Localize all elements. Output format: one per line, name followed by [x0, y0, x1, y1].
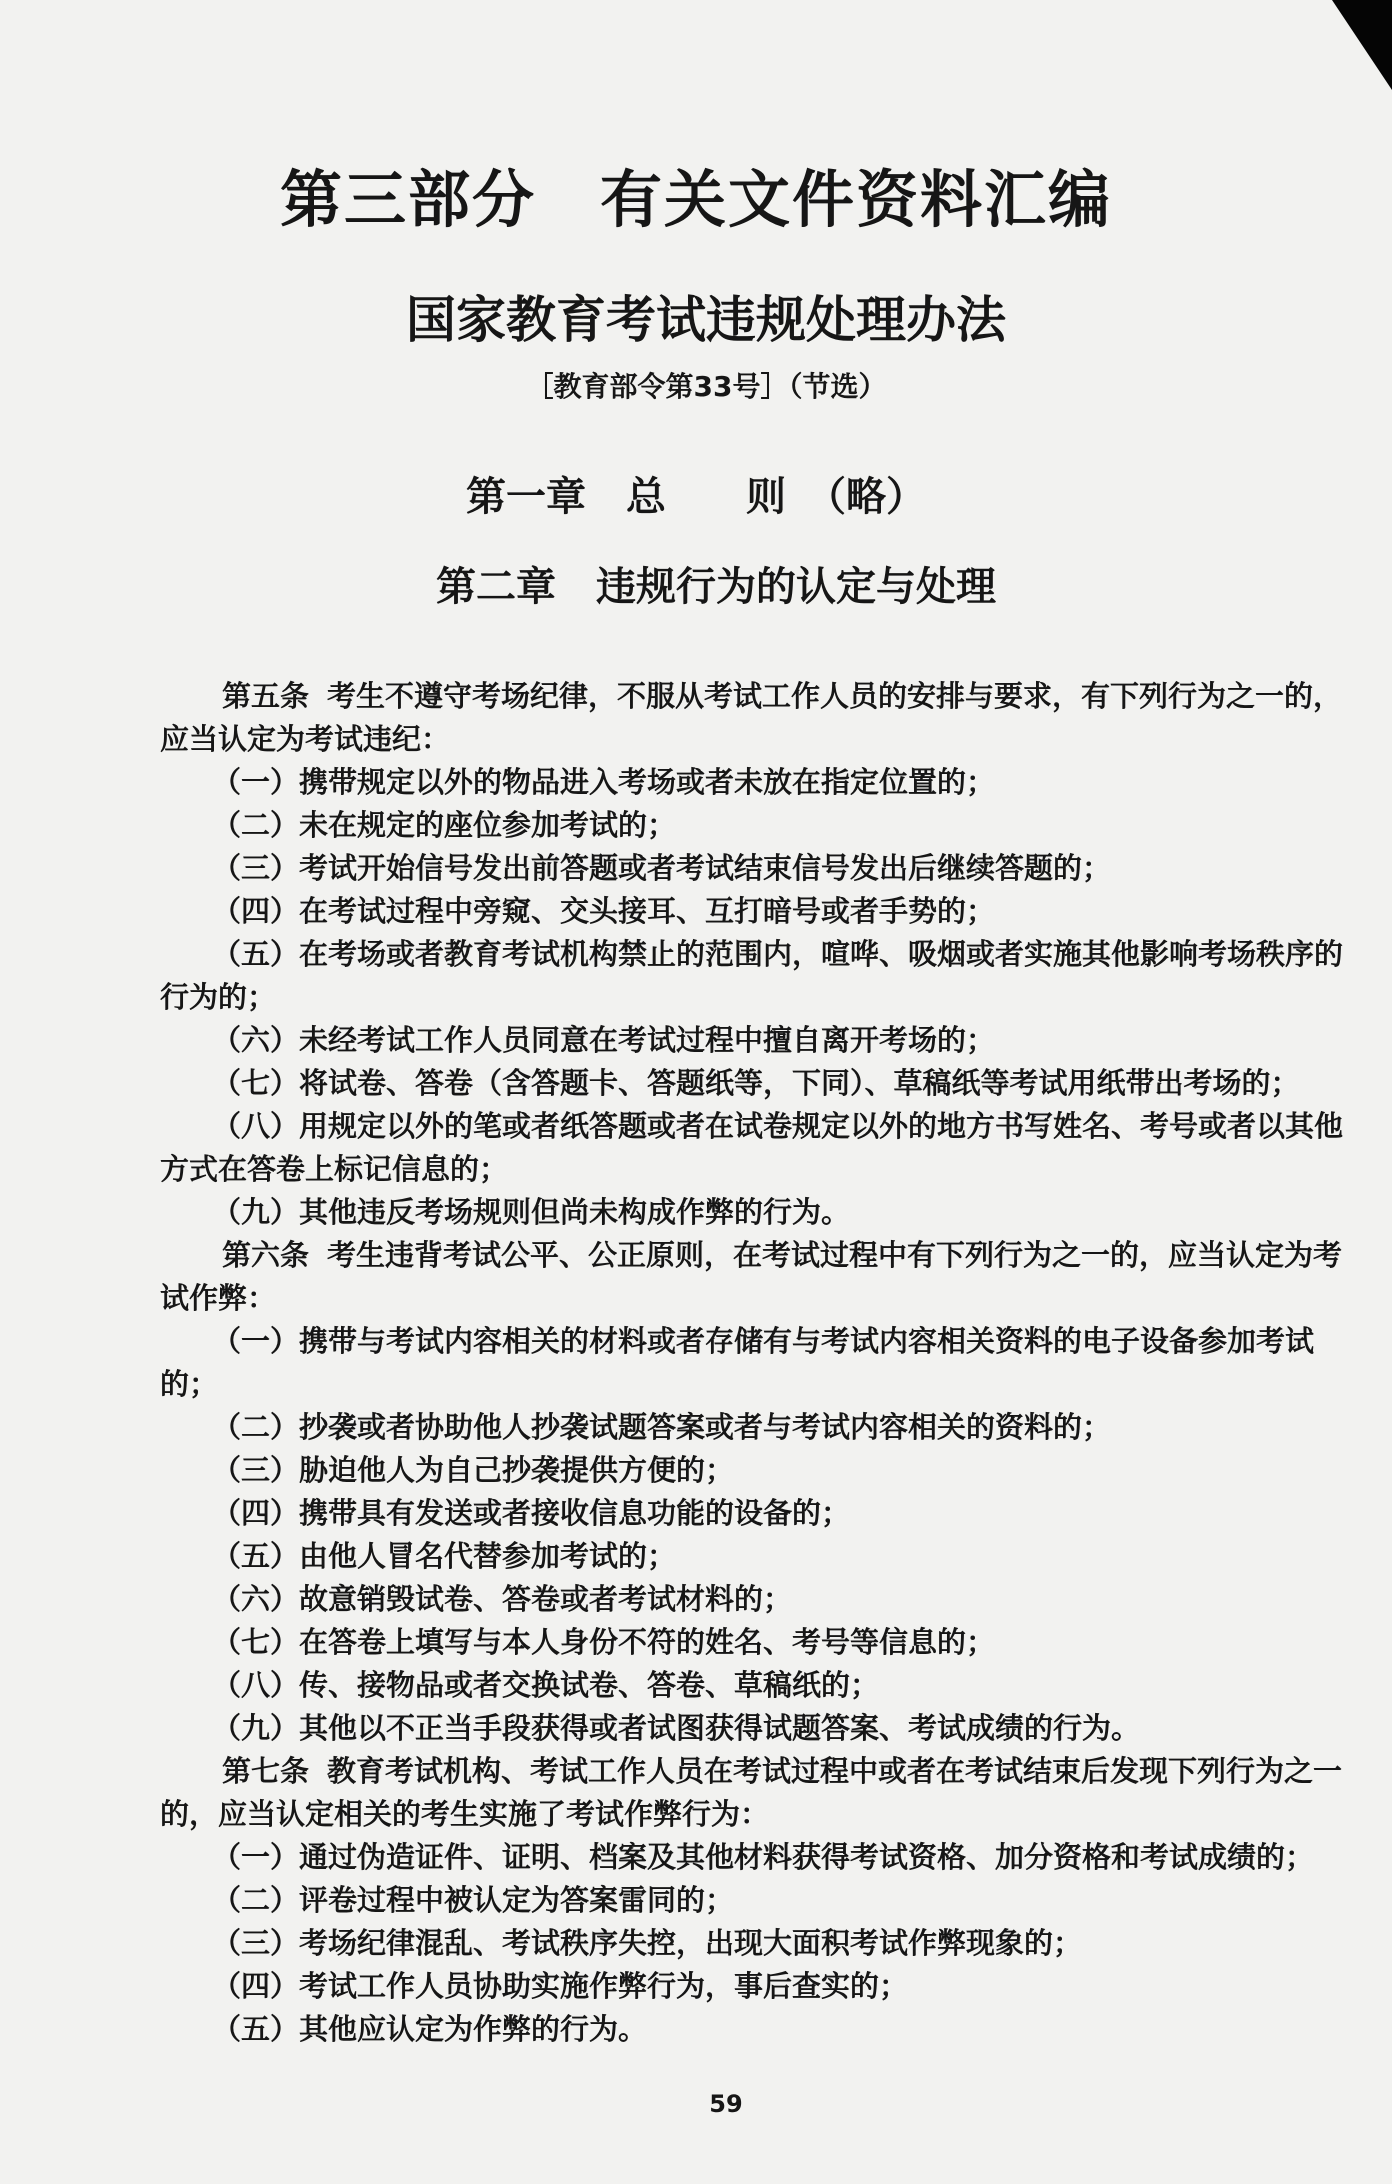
article-6-label: 第六条	[222, 1238, 310, 1272]
article-6-item: （二）抄袭或者协助他人抄袭试题答案或者与考试内容相关的资料的；	[212, 1410, 1112, 1444]
article-5-item-continued: 行为的；	[160, 980, 277, 1014]
document-body	[160, 675, 1360, 2051]
article-7-item: （四）考试工作人员协助实施作弊行为，事后查实的；	[212, 1969, 909, 2003]
article-7-first-line	[160, 1750, 1360, 1793]
page-number: 59	[709, 2090, 743, 2118]
article-5-item: （六）未经考试工作人员同意在考试过程中擅自离开考场的；	[212, 1023, 996, 1057]
article-5-label: 第五条	[222, 679, 310, 713]
article-6-first-line	[160, 1234, 1360, 1277]
article-7-item: （二）评卷过程中被认定为答案雷同的；	[212, 1883, 735, 1917]
article-6-item-continued: 的；	[160, 1367, 219, 1401]
article-7-item: （五）其他应认定为作弊的行为。	[212, 2012, 648, 2046]
article-5-item: （五）在考场或者教育考试机构禁止的范围内，喧哗、吸烟或者实施其他影响考场秩序的	[212, 937, 1344, 971]
article-6-text: 考生违背考试公平、公正原则，在考试过程中有下列行为之一的，应当认定为考	[327, 1238, 1343, 1272]
article-6-item: （五）由他人冒名代替参加考试的；	[212, 1539, 677, 1573]
article-5-item: （七）将试卷、答卷（含答题卡、答题纸等，下同）、草稿纸等考试用纸带出考场的；	[212, 1066, 1300, 1100]
article-5-text: 考生不遵守考场纪律，不服从考试工作人员的安排与要求，有下列行为之一的，	[327, 679, 1343, 713]
article-5-item: （九）其他违反考场规则但尚未构成作弊的行为。	[212, 1195, 851, 1229]
article-6-item: （八）传、接物品或者交换试卷、答卷、草稿纸的；	[212, 1668, 880, 1702]
article-6-item: （三）胁迫他人为自己抄袭提供方便的；	[212, 1453, 735, 1487]
article-7-text-continued: 的，应当认定相关的考生实施了考试作弊行为：	[160, 1797, 770, 1831]
article-5-item: （二）未在规定的座位参加考试的；	[212, 808, 677, 842]
article-7-text: 教育考试机构、考试工作人员在考试过程中或者在考试结束后发现下列行为之一	[327, 1754, 1343, 1788]
article-6-item: （九）其他以不正当手段获得或者试图获得试题答案、考试成绩的行为。	[212, 1711, 1141, 1745]
article-5-item: （三）考试开始信号发出前答题或者考试结束信号发出后继续答题的；	[212, 851, 1112, 885]
article-5-item: （四）在考试过程中旁窥、交头接耳、互打暗号或者手势的；	[212, 894, 996, 928]
article-6-text-continued: 试作弊：	[160, 1281, 277, 1315]
article-5-text-continued: 应当认定为考试违纪：	[160, 722, 451, 756]
article-5-item: （一）携带规定以外的物品进入考场或者未放在指定位置的；	[212, 765, 996, 799]
chapter-one-heading: 第一章 总 则 （略）	[466, 474, 926, 520]
article-6-item: （四）携带具有发送或者接收信息功能的设备的；	[212, 1496, 851, 1530]
article-6-item: （七）在答卷上填写与本人身份不符的姓名、考号等信息的；	[212, 1625, 996, 1659]
article-5-first-line	[160, 675, 1360, 718]
article-6-item: （一）携带与考试内容相关的材料或者存储有与考试内容相关资料的电子设备参加考试	[212, 1324, 1315, 1358]
document-title: 国家教育考试违规处理办法	[406, 290, 1006, 349]
article-7-item: （三）考场纪律混乱、考试秩序失控，出现大面积考试作弊现象的；	[212, 1926, 1083, 1960]
article-6-item: （六）故意销毁试卷、答卷或者考试材料的；	[212, 1582, 793, 1616]
article-7-item: （一）通过伪造证件、证明、档案及其他材料获得考试资格、加分资格和考试成绩的；	[212, 1840, 1315, 1874]
chapter-two-heading: 第二章 违规行为的认定与处理	[436, 564, 996, 610]
article-5-item-continued: 方式在答卷上标记信息的；	[160, 1152, 509, 1186]
document-subtitle: ［教育部令第33号］（节选）	[525, 370, 887, 403]
article-7-label: 第七条	[222, 1754, 310, 1788]
part-title: 第三部分 有关文件资料汇编	[279, 163, 1112, 236]
article-5-item: （八）用规定以外的笔或者纸答题或者在试卷规定以外的地方书写姓名、考号或者以其他	[212, 1109, 1344, 1143]
